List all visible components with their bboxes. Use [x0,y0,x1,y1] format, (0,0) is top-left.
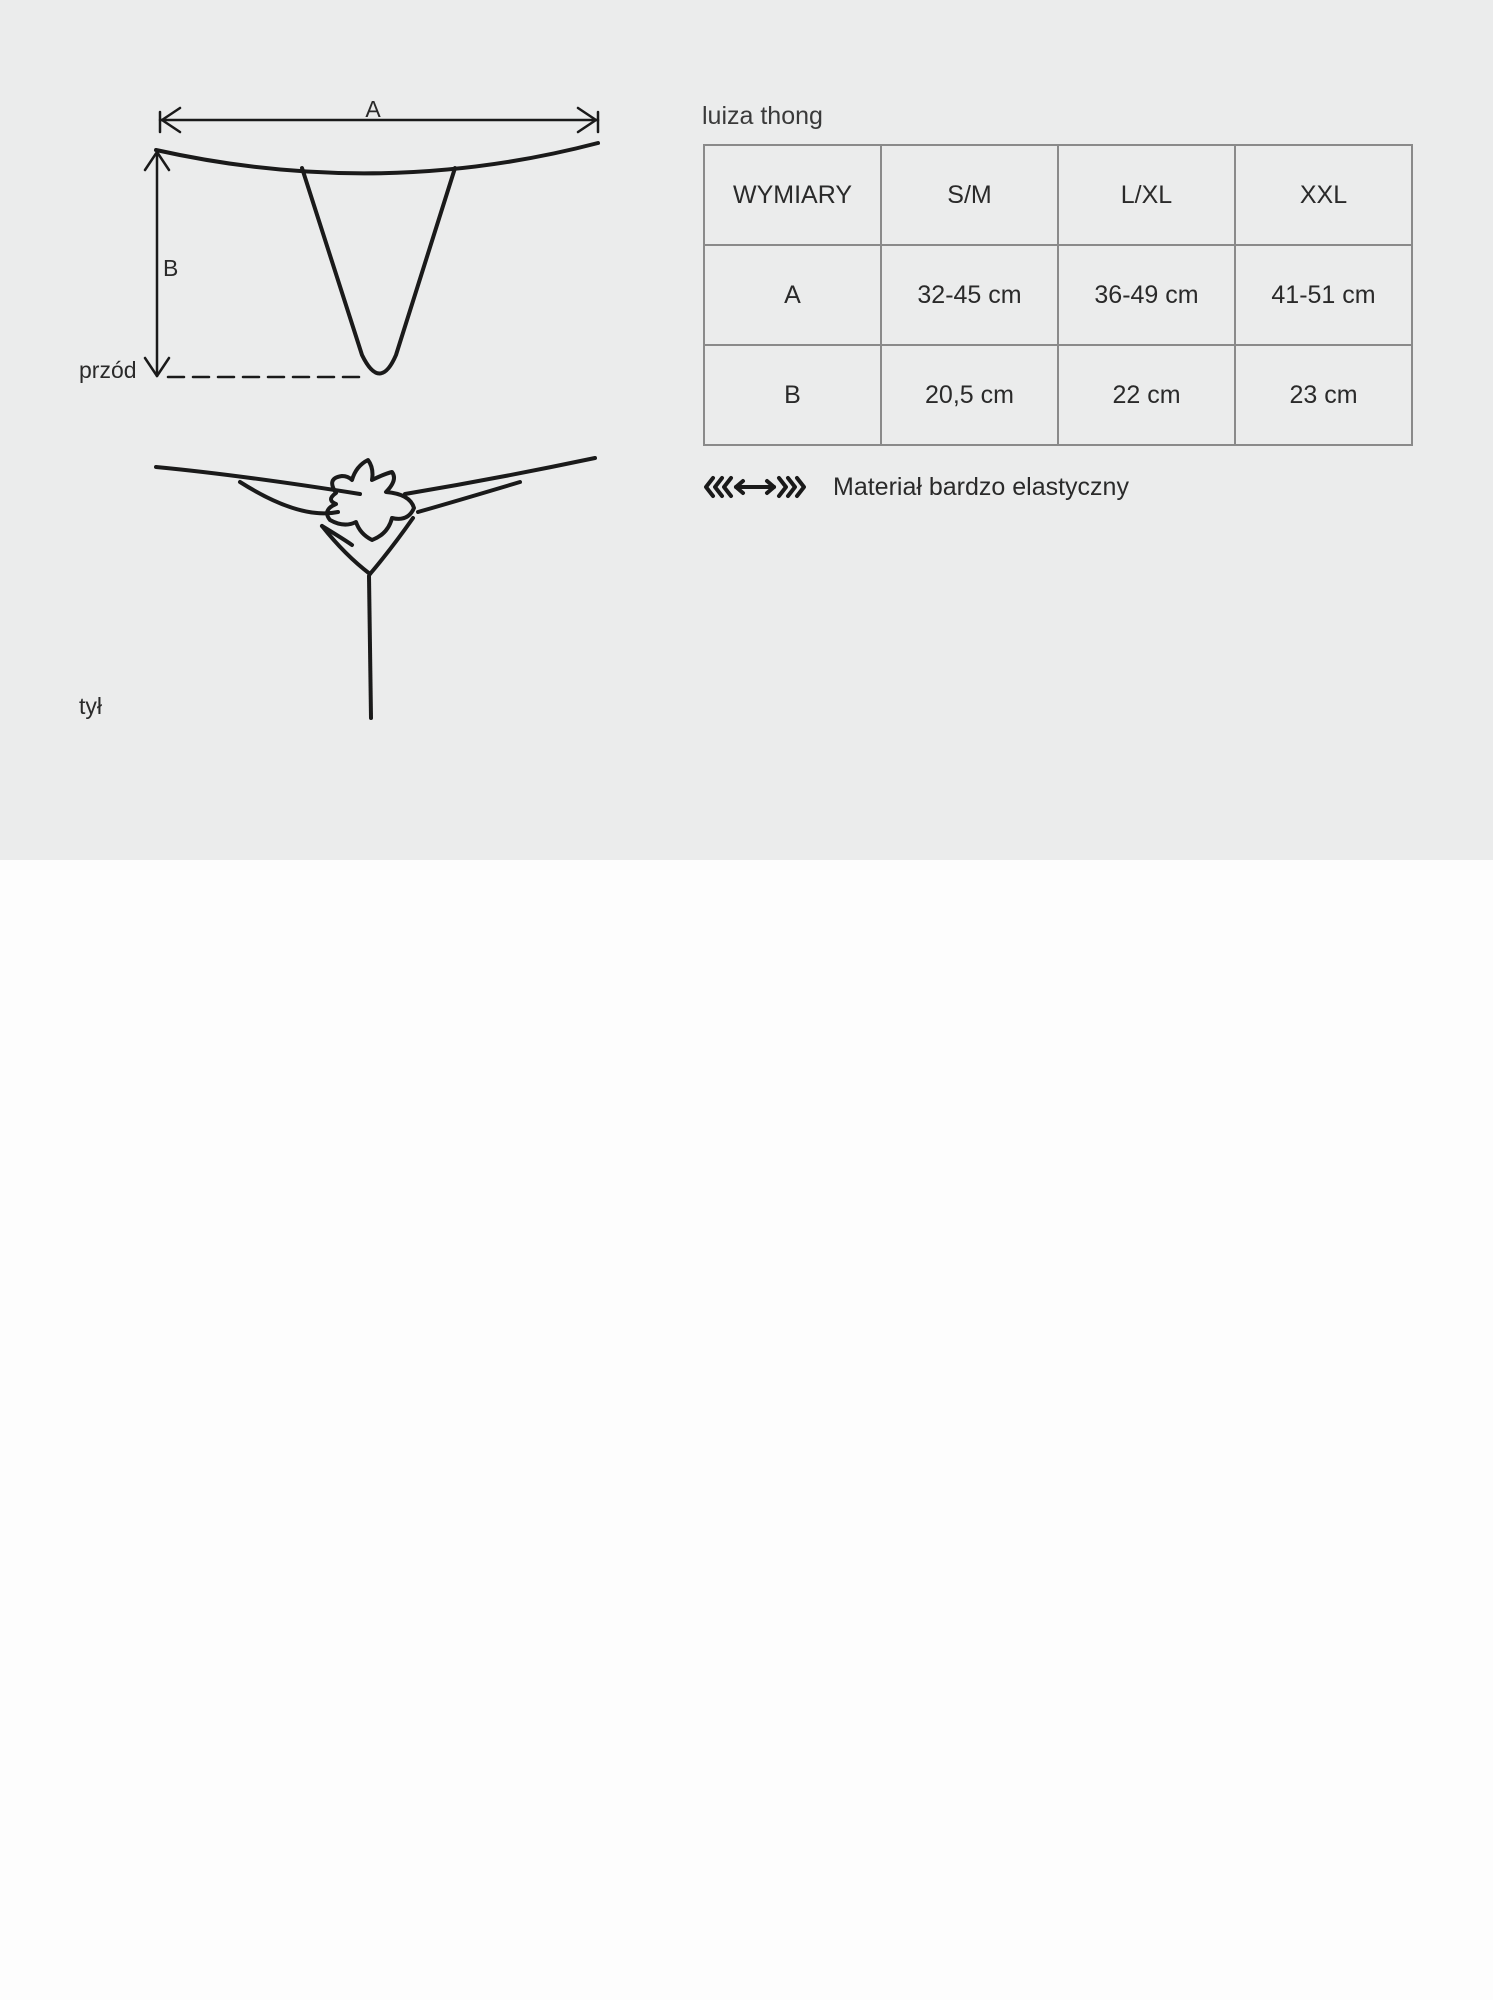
table-cell: 22 cm [1058,345,1235,445]
size-guide-panel [0,0,1493,860]
table-cell: 32-45 cm [881,245,1058,345]
table-header-cell: WYMIARY [704,145,881,245]
back-view [156,458,595,718]
thong-diagram [0,0,700,860]
dimension-a-label: A [365,96,381,122]
table-header-cell: L/XL [1058,145,1235,245]
table-cell: 23 cm [1235,345,1412,445]
table-header-row [704,145,1412,245]
table-cell: 36-49 cm [1058,245,1235,345]
table-header-cell: S/M [881,145,1058,245]
dimension-b-label: B [163,255,179,281]
back-label: tył [79,693,102,719]
back-string [369,576,371,718]
table-cell: A [704,245,881,345]
product-title: luiza thong [702,102,823,130]
size-table [703,144,1413,446]
table-cell: 20,5 cm [881,345,1058,445]
table-cell: 41-51 cm [1235,245,1412,345]
front-pouch [302,168,455,374]
material-note [703,470,1129,504]
table-row [704,245,1412,345]
table-row [704,345,1412,445]
table-cell: B [704,345,881,445]
back-waistband [156,467,360,494]
flower-bow [327,460,414,540]
material-note-text: Materiał bardzo elastyczny [833,472,1129,501]
front-view [145,108,598,377]
front-waistband [156,143,598,173]
table-header-cell: XXL [1235,145,1412,245]
stretch-arrows-icon [703,475,807,499]
front-label: przód [79,357,137,383]
